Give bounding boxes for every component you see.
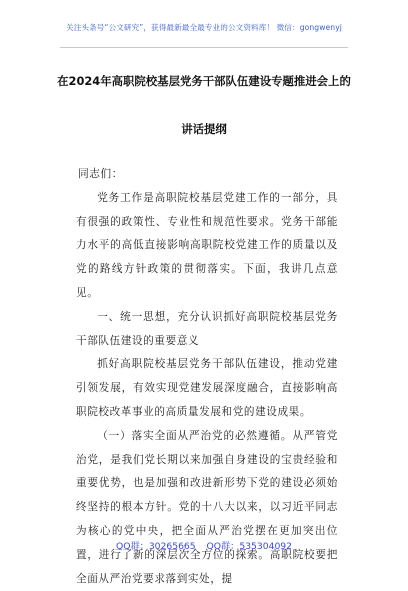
footer-qq-group-1: QQ群：30265665	[116, 541, 196, 552]
document-subtitle: 讲话提纲	[181, 122, 227, 136]
document-title: 在2024年高职院校基层党务干部队伍建设专题推进会上的	[57, 74, 351, 88]
body-paragraph: 党务工作是高职院校基层党建工作的一部分，具有很强的政策性、专业性和规范性要求。党务干部能力水平的高低直接影响高职院校党建工作的质量以及党的路线方针政策的贯彻落实。下面，我讲几点意见。	[76, 191, 338, 299]
footer-qq-group-2: QQ群：535304092	[206, 541, 292, 552]
header-divider	[60, 47, 348, 48]
header-banner: 关注头条号“公文研究”，获得最新最全最专业的公文资料库！ 微信：gongwenyj	[66, 23, 342, 32]
salutation: 同志们：	[78, 168, 123, 180]
document-body	[76, 163, 338, 591]
body-paragraph: 抓好高职院校基层党务干部队伍建设，推动党建引领发展，有效实现党建发展深度融合，直接影响高职院校改革事业的高质量发展和党的建设成果。	[76, 358, 338, 418]
section-heading: 一、统一思想，充分认识抓好高职院校基层党务干部队伍建设的重要意义	[76, 310, 338, 347]
subsection-paragraph: （一）落实全面从严治党的必然遵循。从严管党治党，是我们党长期以来加强自身建设的宝贵经验和重要优势，也是加强和改进新形势下党的建设必须始终坚持的根本方针。党的十八大以来，以习近平同志为核心的党中央，把全面从严治党摆在更加突出位置，进行了新的深层次全方位的探索。高职院校要把全面从严治党要求落到实处，提	[76, 429, 338, 585]
footer	[0, 538, 408, 552]
